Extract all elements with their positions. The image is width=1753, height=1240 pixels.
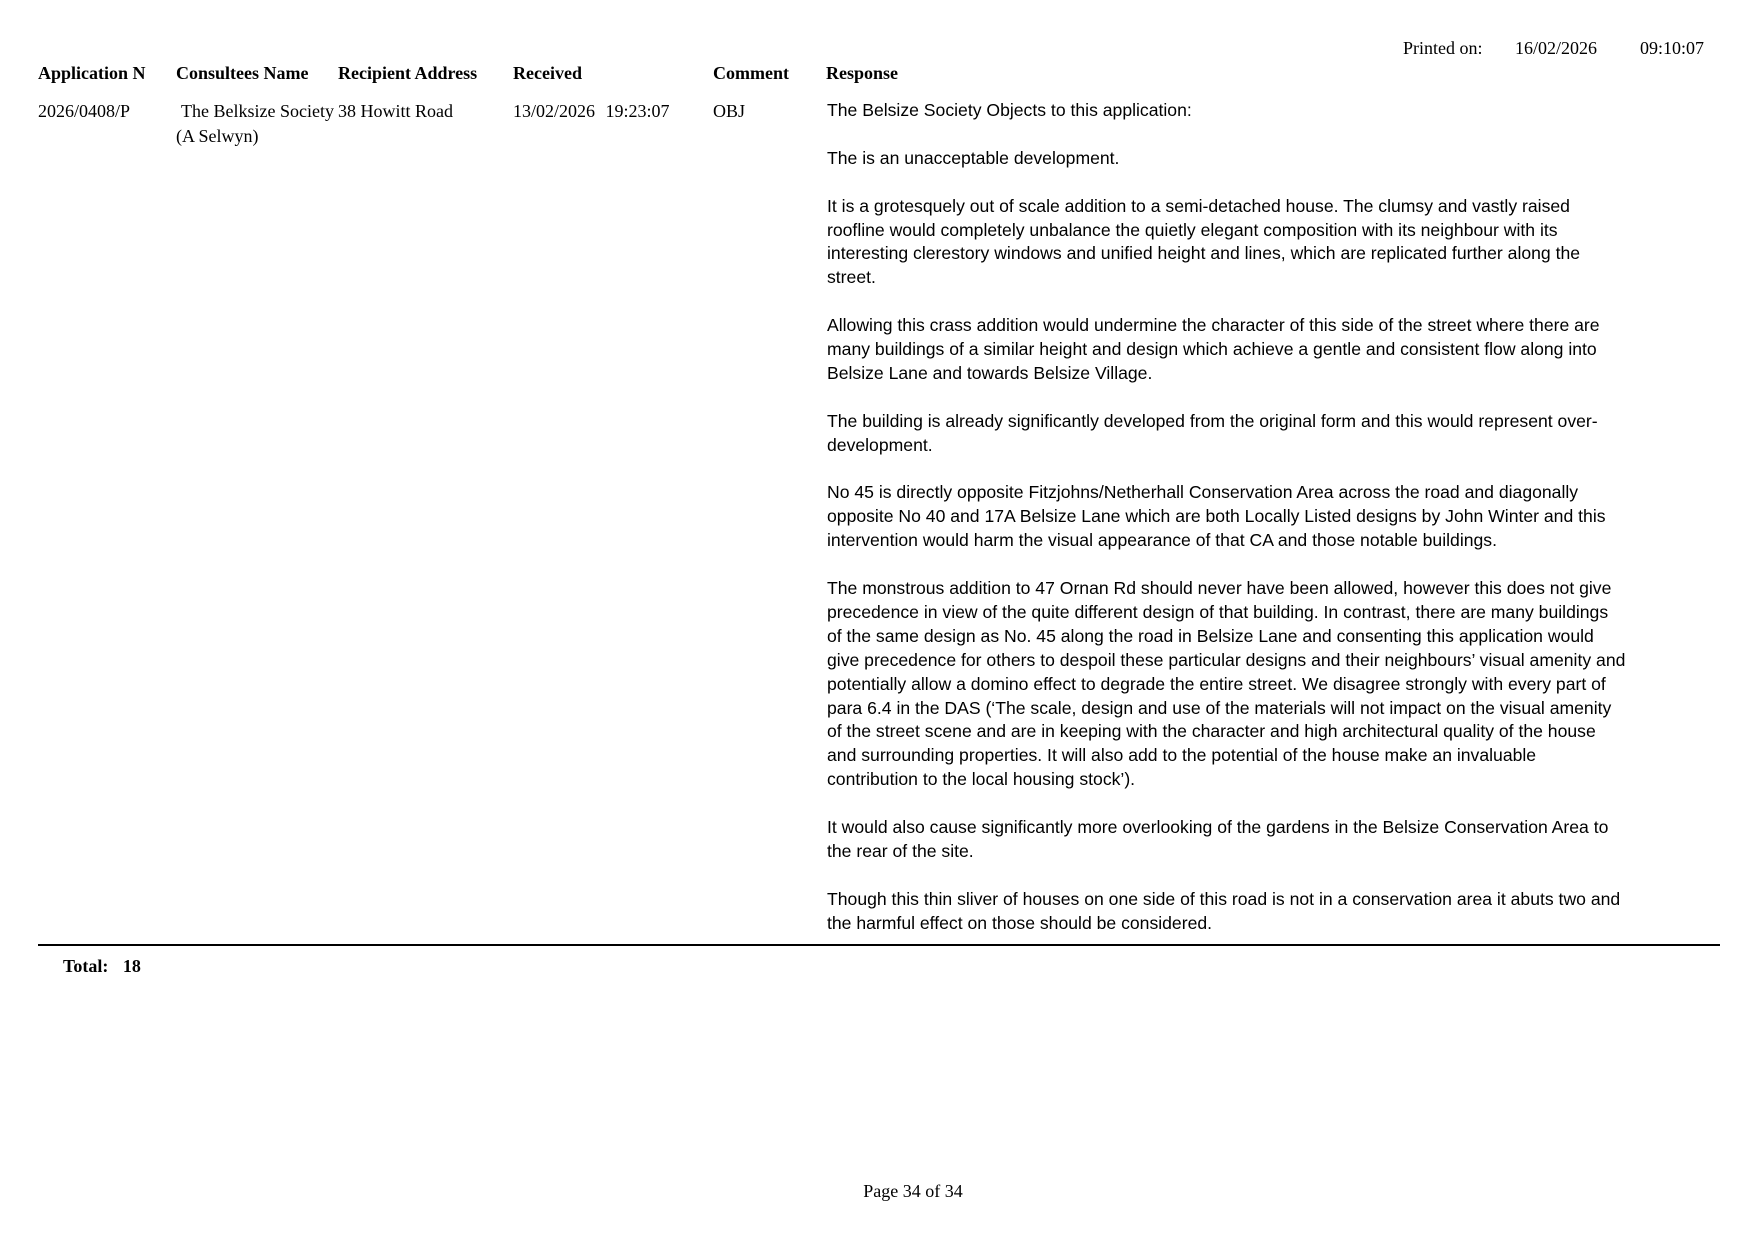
- total-label: Total:: [63, 956, 109, 976]
- response-paragraph: The Belsize Society Objects to this application:: [827, 100, 1192, 120]
- cell-received: [513, 99, 670, 124]
- table-bottom-rule: [38, 944, 1720, 946]
- cell-comment: OBJ: [713, 101, 746, 121]
- response-paragraph: It is a grotesquely out of scale addition to a semi-detached house. The clumsy and vastly raised roofline would completely unbalance the quietly elegant composition with its neighbour with its interesting clerestory windows and unified height and lines, which are replicated further along the street.: [827, 195, 1581, 288]
- total: [63, 956, 141, 977]
- response-paragraph: The building is already significantly developed from the original form and this would represent over-development.: [827, 410, 1598, 455]
- total-value: 18: [122, 956, 141, 976]
- page-number: Page 34 of 34: [863, 1181, 963, 1201]
- header-received: Received: [513, 63, 582, 83]
- response-paragraph: No 45 is directly opposite Fitzjohns/Netherhall Conservation Area across the road and diagonally opposite No 40 and 17A Belsize Lane which are both Locally Listed designs by John Winter and this intervention would harm the visual appearance of that CA and those notable buildings.: [827, 482, 1606, 551]
- response-paragraph: The monstrous addition to 47 Ornan Rd should never have been allowed, however this does not give precedence in view of the quite different design of that building. In contrast, there are many buildings of the same design as No. 45 along the road in Belsize Lane and consenting this application would give precedence for others to despoil these particular designs and their neighbours’ visual amenity and potentially allow a domino effect to degrade the entire street. We disagree strongly with every part of para 6.4 in the DAS (‘The scale, design and use of the materials will not impact on the visual amenity of the street scene and are in keeping with the character and high architectural quality of the house and surrounding properties. It will also add to the potential of the house make an invaluable contribution to the local housing stock’).: [827, 578, 1626, 790]
- header-consultee: Consultees Name: [176, 63, 309, 83]
- response-paragraph: The is an unacceptable development.: [827, 147, 1120, 168]
- cell-address: 38 Howitt Road: [338, 101, 453, 121]
- response-paragraph: It would also cause significantly more overlooking of the gardens in the Belsize Conservation Area to the rear of the site.: [827, 817, 1609, 861]
- cell-consultee: The Belksize Society (A Selwyn): [176, 101, 334, 146]
- response-paragraph: Though this thin sliver of houses on one side of this road is not in a conservation area it abuts two and the harmful effect on those should be considered.: [827, 888, 1621, 933]
- header-response: Response: [826, 63, 899, 83]
- cell-response: [827, 99, 1627, 936]
- printed-on-label: Printed on:: [1403, 38, 1483, 58]
- header-application: Application N: [38, 63, 146, 83]
- header-address: Recipient Address: [338, 63, 478, 83]
- header-comment: Comment: [713, 63, 789, 83]
- cell-application: 2026/0408/P: [38, 101, 131, 121]
- received-date: 13/02/2026: [513, 101, 596, 121]
- received-time: 19:23:07: [605, 101, 670, 121]
- printed-on-time: 09:10:07: [1640, 38, 1705, 58]
- printed-on-date: 16/02/2026: [1515, 38, 1598, 58]
- response-paragraph: Allowing this crass addition would undermine the character of this side of the street where there are many buildings of a similar height and design which achieve a gentle and consistent flow along into Belsize Lane and towards Belsize Village.: [827, 315, 1600, 383]
